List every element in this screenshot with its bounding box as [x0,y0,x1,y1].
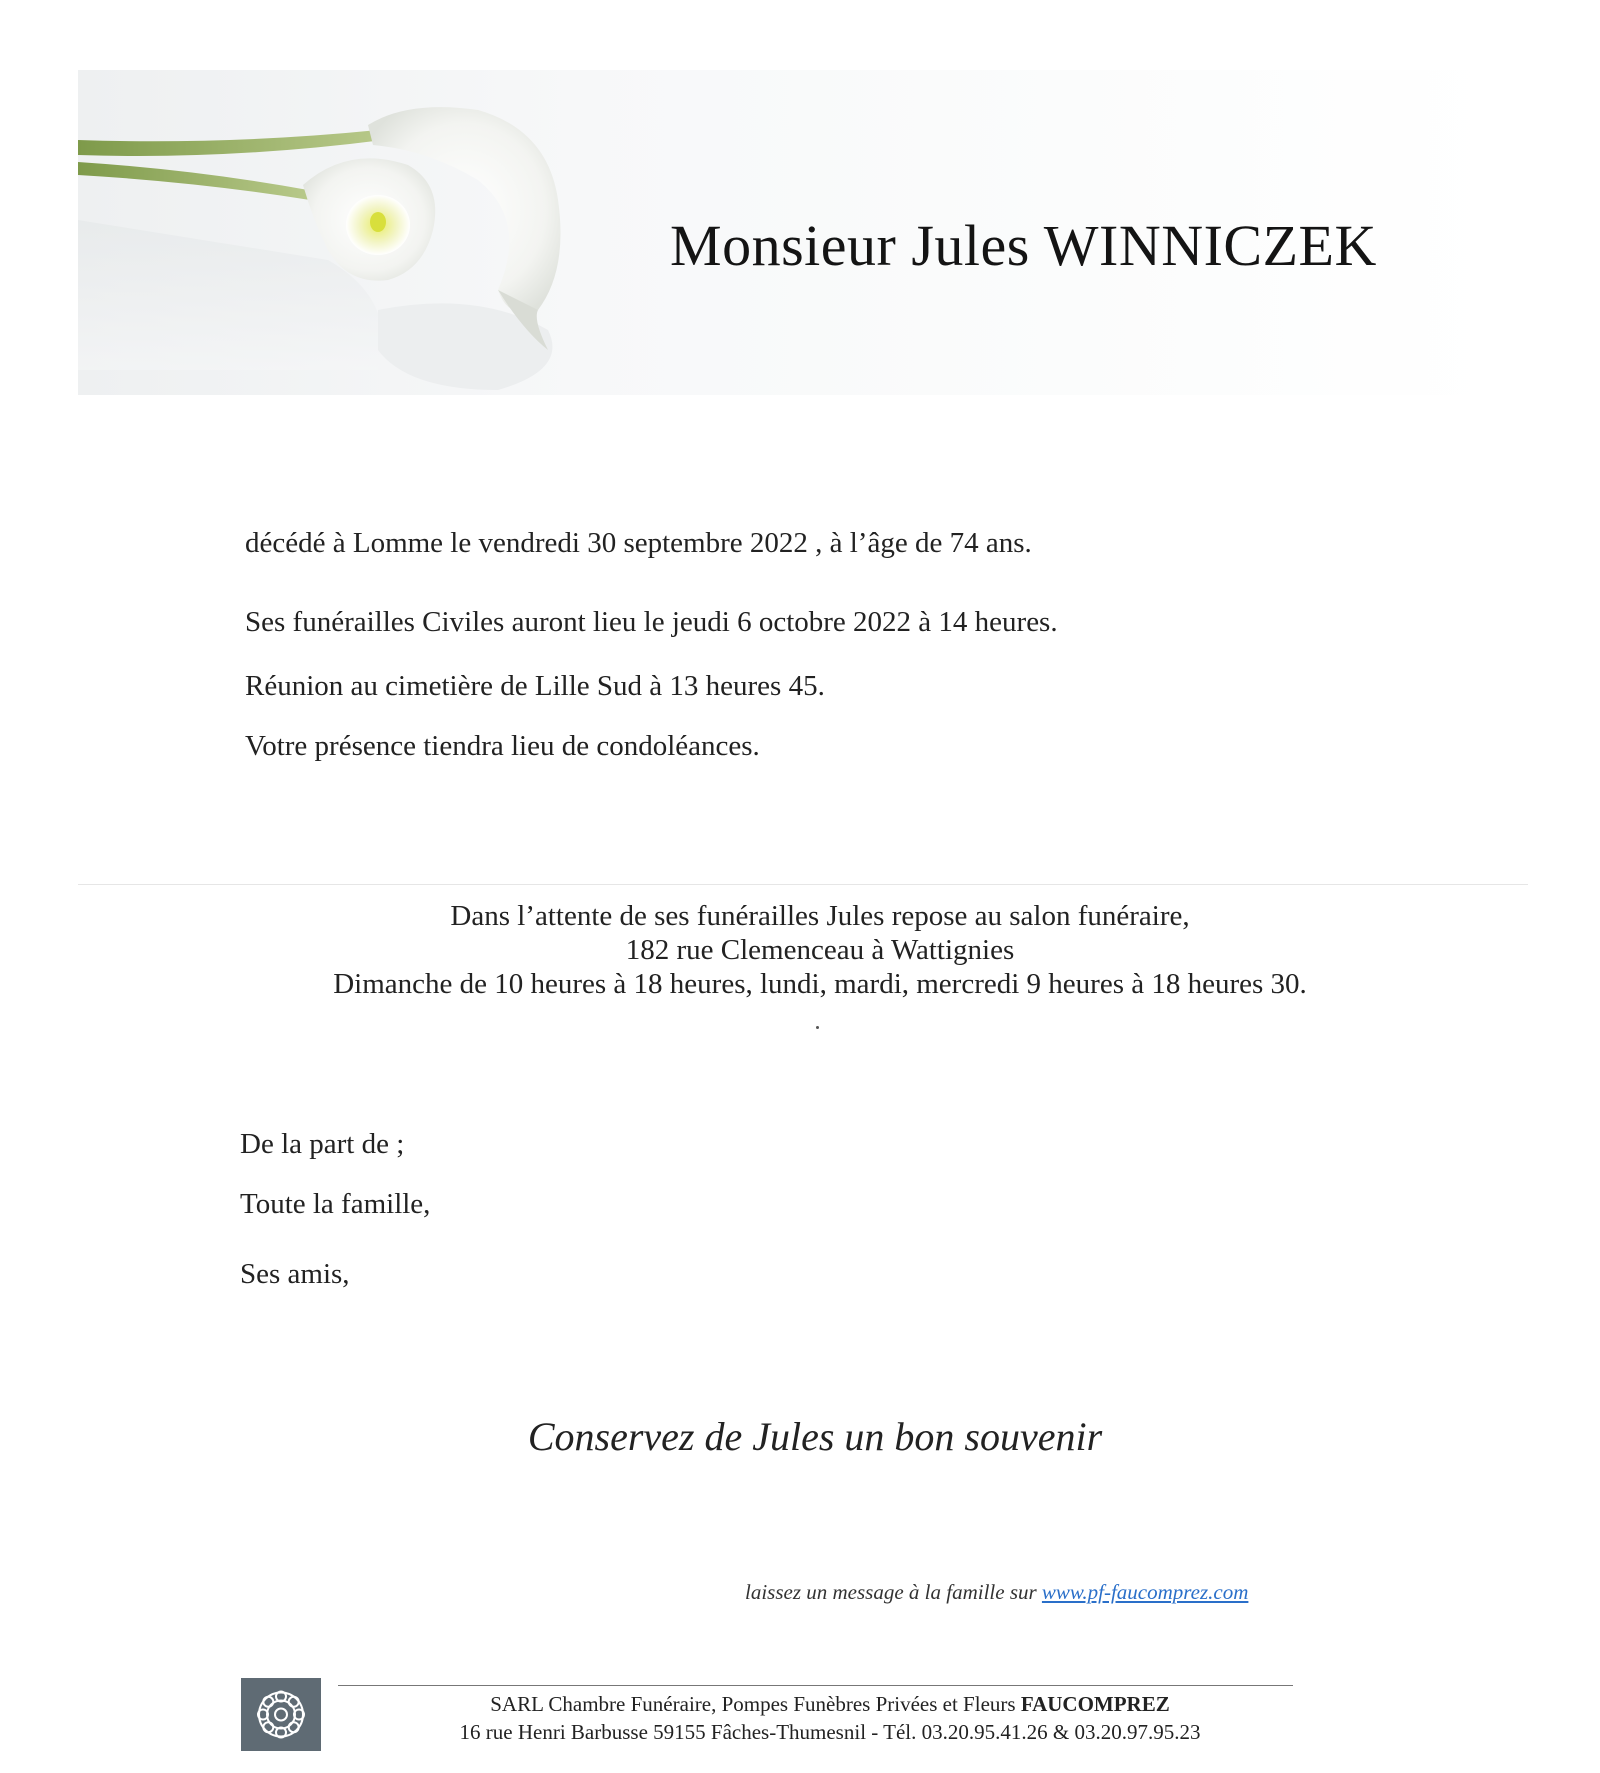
footer-company-prefix: SARL Chambre Funéraire, Pompes Funèbres Privées et Fleurs [490,1692,1021,1716]
salon-hours-text: Dimanche de 10 heures à 18 heures, lundi, mardi, mercredi 9 heures à 18 heures 30. [333,968,1307,1000]
calla-lily-image [78,70,638,395]
signature-friends: Ses amis, [240,1258,350,1290]
footer-company [0,1692,1600,1717]
signature-intro: De la part de ; [240,1128,405,1160]
signature-family: Toute la famille, [240,1188,431,1220]
message-line [745,1580,1248,1605]
condolences-text: Votre présence tiendra lieu de condoléances. [245,730,760,762]
salon-intro-text: Dans l’attente de ses funérailles Jules repose au salon funéraire, [450,900,1190,932]
death-notice-text: décédé à Lomme le vendredi 30 septembre 2022 , à l’âge de 74 ans. [245,527,1032,559]
closing-phrase: Conservez de Jules un bon souvenir [527,1414,1103,1459]
deceased-name: Monsieur Jules WINNICZEK [670,213,1377,278]
funeral-date-text: Ses funérailles Civiles auront lieu le jeudi 6 octobre 2022 à 14 heures. [245,606,1058,638]
footer-brand: FAUCOMPREZ [1020,1692,1170,1716]
footer-address: 16 rue Henri Barbusse 59155 Fâches-Thumesnil - Tél. 03.20.95.41.26 & 03.20.97.95.23 [459,1720,1201,1744]
meeting-place-text: Réunion au cimetière de Lille Sud à 13 heures 45. [245,670,825,702]
section-divider [78,884,1528,885]
footer-divider [338,1685,1293,1686]
message-text: laissez un message à la famille sur [745,1580,1042,1604]
website-link[interactable]: www.pf-faucomprez.com [1041,1580,1249,1604]
stray-dot [816,1026,819,1029]
salon-address-text: 182 rue Clemenceau à Wattignies [625,934,1015,966]
